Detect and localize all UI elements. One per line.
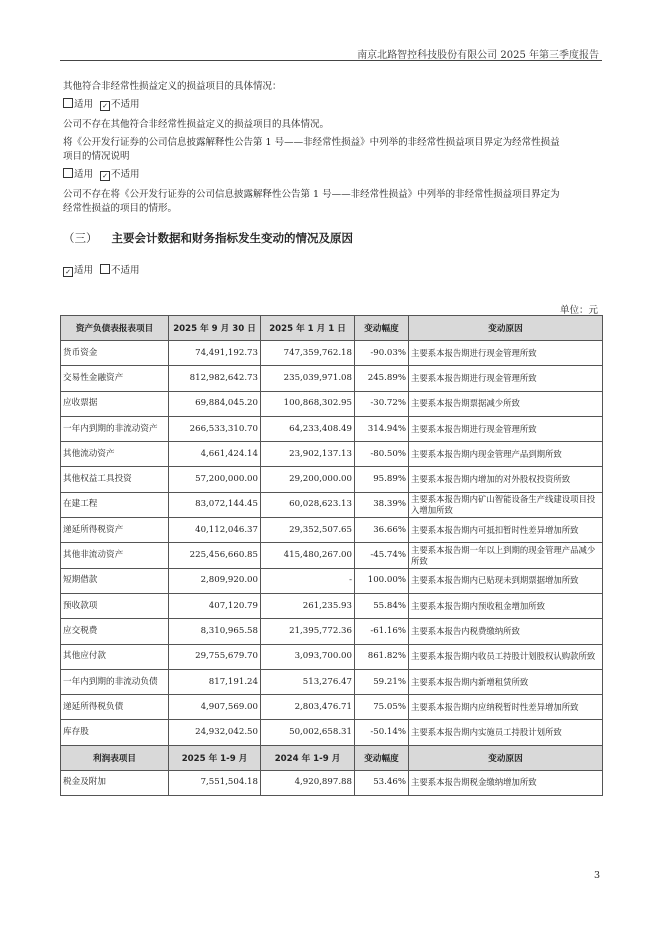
item-name-cell: 交易性金融资产 xyxy=(61,366,169,391)
page-number: 3 xyxy=(593,870,600,881)
checkbox-checked-icon: ✓ xyxy=(63,267,73,277)
table-row xyxy=(61,391,603,416)
change-cell: 861.82% xyxy=(355,644,409,669)
intro-line-2: 公司不存在其他符合非经常性损益定义的损益项目的具体情况。 xyxy=(63,119,330,130)
column-header: 变动原因 xyxy=(409,316,603,341)
value-cell: 57,200,000.00 xyxy=(169,467,261,492)
change-cell: 75.05% xyxy=(355,695,409,720)
reason-cell: 主要系本报告期内已贴现未到期票据增加所致 xyxy=(409,568,603,593)
financial-change-table xyxy=(60,315,603,796)
column-header: 2025 年 1 月 1 日 xyxy=(261,316,355,341)
value-cell: 4,907,569.00 xyxy=(169,695,261,720)
value-cell: 415,480,267.00 xyxy=(261,543,355,568)
value-cell: 747,359,762.18 xyxy=(261,341,355,366)
reason-cell: 主要系本报告期内预收租金增加所致 xyxy=(409,593,603,618)
value-cell: 64,233,408.49 xyxy=(261,416,355,441)
page-header xyxy=(0,0,662,60)
reason-cell: 主要系本报告期税金缴纳增加所致 xyxy=(409,770,603,795)
intro-line-3: 将《公开发行证券的公司信息披露解释性公告第 1 号——非经常性损益》中列举的非经常性损益项目界定为经常性损益 xyxy=(63,137,560,148)
checkbox-empty-icon xyxy=(100,264,110,274)
item-name-cell: 其他权益工具投资 xyxy=(61,467,169,492)
reason-cell: 主要系本报告期内应纳税暂时性差异增加所致 xyxy=(409,695,603,720)
column-header: 变动幅度 xyxy=(355,316,409,341)
change-cell: -90.03% xyxy=(355,341,409,366)
column-header: 2024 年 1-9 月 xyxy=(261,745,355,770)
table-row xyxy=(61,644,603,669)
reason-cell: 主要系本报告期内可抵扣暂时性差异增加所致 xyxy=(409,518,603,543)
checkbox-checked-icon: ✓ xyxy=(100,101,110,111)
change-cell: 100.00% xyxy=(355,568,409,593)
intro-line-6: 经常性损益的项目的情形。 xyxy=(63,203,178,214)
table-row xyxy=(61,770,603,795)
reason-cell: 主要系本报告期进行现金管理所致 xyxy=(409,366,603,391)
item-name-cell: 递延所得税资产 xyxy=(61,518,169,543)
section-title: 主要会计数据和财务指标发生变动的情况及原因 xyxy=(111,231,353,245)
checkbox-empty-icon xyxy=(63,168,73,178)
item-name-cell: 在建工程 xyxy=(61,492,169,517)
option-label: 适用 xyxy=(74,265,94,276)
value-cell: 513,276.47 xyxy=(261,669,355,694)
value-cell: 3,093,700.00 xyxy=(261,644,355,669)
table-row xyxy=(61,593,603,618)
column-header: 变动原因 xyxy=(409,745,603,770)
change-cell: 55.84% xyxy=(355,593,409,618)
item-name-cell: 应交税费 xyxy=(61,619,169,644)
item-name-cell: 其他流动资产 xyxy=(61,442,169,467)
value-cell: 235,039,971.08 xyxy=(261,366,355,391)
item-name-cell: 其他应付款 xyxy=(61,644,169,669)
change-cell: 53.46% xyxy=(355,770,409,795)
value-cell: 100,868,302.95 xyxy=(261,391,355,416)
value-cell: 2,803,476.71 xyxy=(261,695,355,720)
item-name-cell: 其他非流动资产 xyxy=(61,543,169,568)
table-row xyxy=(61,366,603,391)
value-cell: 29,200,000.00 xyxy=(261,467,355,492)
table-row xyxy=(61,669,603,694)
table-row xyxy=(61,518,603,543)
value-cell: 24,932,042.50 xyxy=(169,720,261,745)
item-name-cell: 预收款项 xyxy=(61,593,169,618)
header-rule xyxy=(60,60,602,61)
value-cell: 40,112,046.37 xyxy=(169,518,261,543)
reason-cell: 主要系本报告期内矿山智能设备生产线建设项目投入增加所致 xyxy=(409,492,603,517)
table-row xyxy=(61,619,603,644)
table-row xyxy=(61,720,603,745)
reason-cell: 主要系本报告期内实施员工持股计划所致 xyxy=(409,720,603,745)
unit-label: 单位：元 xyxy=(559,305,598,316)
reason-cell: 主要系本报告期内现金管理产品到期所致 xyxy=(409,442,603,467)
reason-cell: 主要系本报告期进行现金管理所致 xyxy=(409,341,603,366)
table-row xyxy=(61,416,603,441)
item-name-cell: 递延所得税负债 xyxy=(61,695,169,720)
table-row xyxy=(61,442,603,467)
value-cell: 29,352,507.65 xyxy=(261,518,355,543)
table-header-row xyxy=(61,745,603,770)
table-row xyxy=(61,492,603,517)
checkbox-empty-icon xyxy=(63,98,73,108)
value-cell: 4,661,424.14 xyxy=(169,442,261,467)
value-cell: - xyxy=(261,568,355,593)
value-cell: 21,395,772.36 xyxy=(261,619,355,644)
value-cell: 8,310,965.58 xyxy=(169,619,261,644)
option-label: 不适用 xyxy=(111,99,140,110)
column-header: 变动幅度 xyxy=(355,745,409,770)
value-cell: 817,191.24 xyxy=(169,669,261,694)
header-title: 南京北路智控科技股份有限公司 2025 年第三季度报告 xyxy=(357,50,599,61)
reason-cell: 主要系本报告期票据减少所致 xyxy=(409,391,603,416)
reason-cell: 主要系本报告期进行现金管理所致 xyxy=(409,416,603,441)
value-cell: 60,028,623.13 xyxy=(261,492,355,517)
option-label: 不适用 xyxy=(111,169,140,180)
intro-line-5: 公司不存在将《公开发行证券的公司信息披露解释性公告第 1 号——非经常性损益》中列举的非经常性损益项目界定为 xyxy=(63,189,560,200)
value-cell: 50,002,658.31 xyxy=(261,720,355,745)
value-cell: 29,755,679.70 xyxy=(169,644,261,669)
item-name-cell: 短期借款 xyxy=(61,568,169,593)
value-cell: 4,920,897.88 xyxy=(261,770,355,795)
column-header: 利润表项目 xyxy=(61,745,169,770)
option-label: 适用 xyxy=(74,99,94,110)
reason-cell: 主要系本报告内税费缴纳所致 xyxy=(409,619,603,644)
value-cell: 225,456,660.85 xyxy=(169,543,261,568)
option-row-2 xyxy=(63,168,140,182)
change-cell: 59.21% xyxy=(355,669,409,694)
table-row xyxy=(61,695,603,720)
table-row xyxy=(61,543,603,568)
change-cell: -80.50% xyxy=(355,442,409,467)
column-header: 2025 年 9 月 30 日 xyxy=(169,316,261,341)
table-row xyxy=(61,568,603,593)
value-cell: 261,235.93 xyxy=(261,593,355,618)
table-header-row xyxy=(61,316,603,341)
value-cell: 2,809,920.00 xyxy=(169,568,261,593)
reason-cell: 主要系本报告期内收员工持股计划股权认购款所致 xyxy=(409,644,603,669)
section-heading xyxy=(63,230,353,246)
column-header: 资产负债表报表项目 xyxy=(61,316,169,341)
value-cell: 407,120.79 xyxy=(169,593,261,618)
value-cell: 266,533,310.70 xyxy=(169,416,261,441)
change-cell: 314.94% xyxy=(355,416,409,441)
intro-line-1: 其他符合非经常性损益定义的损益项目的具体情况： xyxy=(63,81,282,92)
value-cell: 7,551,504.18 xyxy=(169,770,261,795)
change-cell: 36.66% xyxy=(355,518,409,543)
table-row xyxy=(61,467,603,492)
option-label: 适用 xyxy=(74,169,94,180)
value-cell: 74,491,192.73 xyxy=(169,341,261,366)
section-number: （三） xyxy=(63,231,98,245)
item-name-cell: 应收票据 xyxy=(61,391,169,416)
change-cell: -45.74% xyxy=(355,543,409,568)
reason-cell: 主要系本报告期一年以上到期的现金管理产品减少所致 xyxy=(409,543,603,568)
change-cell: 95.89% xyxy=(355,467,409,492)
value-cell: 83,072,144.45 xyxy=(169,492,261,517)
table-row xyxy=(61,341,603,366)
reason-cell: 主要系本报告期内增加的对外股权投资所致 xyxy=(409,467,603,492)
value-cell: 23,902,137.13 xyxy=(261,442,355,467)
change-cell: -30.72% xyxy=(355,391,409,416)
option-row-1 xyxy=(63,98,140,112)
change-cell: 245.89% xyxy=(355,366,409,391)
item-name-cell: 库存股 xyxy=(61,720,169,745)
item-name-cell: 税金及附加 xyxy=(61,770,169,795)
value-cell: 69,884,045.20 xyxy=(169,391,261,416)
change-cell: -50.14% xyxy=(355,720,409,745)
value-cell: 812,982,642.73 xyxy=(169,366,261,391)
reason-cell: 主要系本报告期内新增租赁所致 xyxy=(409,669,603,694)
item-name-cell: 一年内到期的非流动负债 xyxy=(61,669,169,694)
option-row-3 xyxy=(63,264,140,278)
change-cell: -61.16% xyxy=(355,619,409,644)
column-header: 2025 年 1-9 月 xyxy=(169,745,261,770)
checkbox-checked-icon: ✓ xyxy=(100,171,110,181)
change-cell: 38.39% xyxy=(355,492,409,517)
item-name-cell: 一年内到期的非流动资产 xyxy=(61,416,169,441)
option-label: 不适用 xyxy=(111,265,140,276)
item-name-cell: 货币资金 xyxy=(61,341,169,366)
intro-line-4: 项目的情况说明 xyxy=(63,151,130,162)
